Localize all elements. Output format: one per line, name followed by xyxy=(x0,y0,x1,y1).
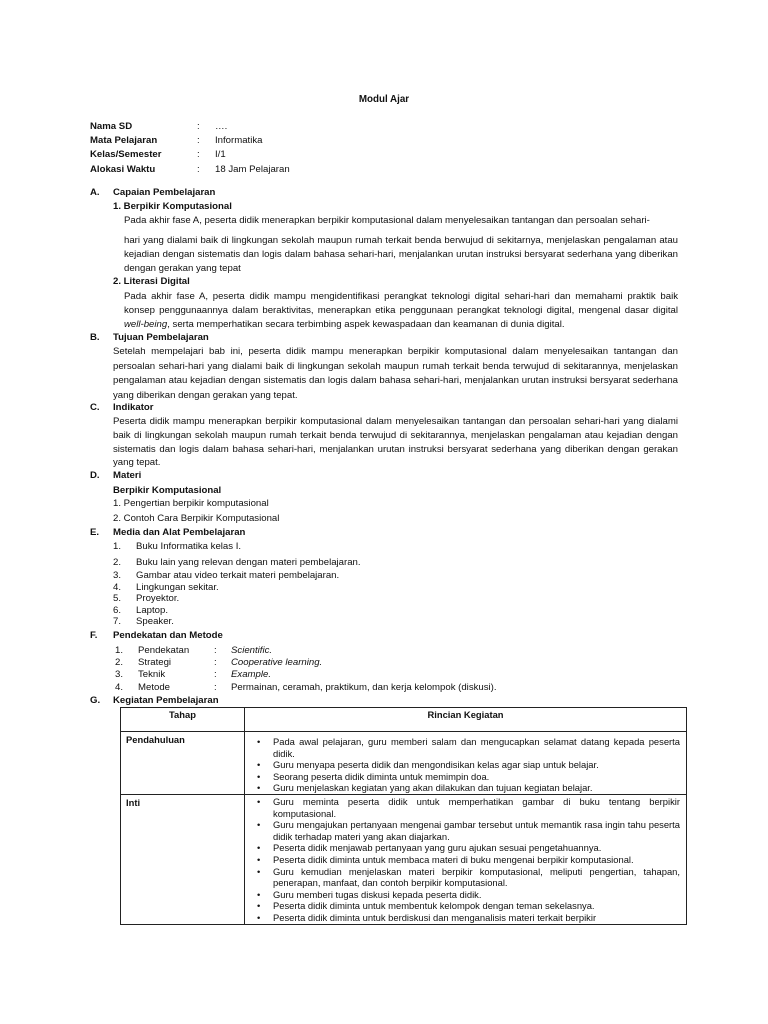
list-text: Buku lain yang relevan dengan materi pembelajaran. xyxy=(136,557,361,568)
subsection-title: 1. Berpikir Komputasional xyxy=(113,201,232,212)
table-header-cell: Tahap xyxy=(121,708,245,732)
activity-text: Guru menyapa peserta didik dan mengondisikan kelas agar siap untuk belajar. xyxy=(273,759,599,771)
section-letter: B. xyxy=(90,332,100,343)
section-title: Media dan Alat Pembelajaran xyxy=(113,527,246,538)
bullet-icon: • xyxy=(257,770,261,782)
method-label: Teknik xyxy=(138,669,166,680)
table-row xyxy=(121,732,687,795)
list-text: Buku Informatika kelas I. xyxy=(136,541,242,552)
list-number: 4. xyxy=(113,582,122,593)
method-colon: : xyxy=(214,657,217,668)
activity-text: Guru meminta peserta didik untuk memperhatikan gambar di buku tentang berpikir komputasional. xyxy=(273,795,680,819)
list-number: 1. xyxy=(115,645,124,656)
identity-value: I/1 xyxy=(215,149,226,161)
list-number: 3. xyxy=(115,669,124,680)
activity-text: Guru menjelaskan kegiatan yang akan dilakukan dan tujuan kegiatan belajar. xyxy=(273,782,593,794)
phase-cell: Inti xyxy=(121,794,245,924)
activity-text: Guru kemudian menjelaskan materi berpikir komputasional, meliputi pengertian, tahapan, penerapan, manfaat, dan contoh berpikir komputasional. xyxy=(273,865,680,889)
table-header-cell: Rincian Kegiatan xyxy=(245,708,687,732)
list-text: Laptop. xyxy=(136,605,169,616)
list-number: 2. xyxy=(115,657,124,668)
identity-colon: : xyxy=(197,149,200,161)
table-header-row xyxy=(121,708,687,732)
identity-colon: : xyxy=(197,121,200,132)
paragraph: Setelah mempelajari bab ini, peserta didik mampu menerapkan berpikir komputasional dalam menyelesaikan tantangan dan persoalan sehari-hari yang dialami baik di lingkungan sekolah maupun rumah terkait benda terwujud di sekitarannya, menjelaskan pengalaman atau kejadian dengan sistematis dan logis dalam bahasa sehari-hari, menjalankan urutan instruksi bersyarat sederhana yang diberikan dengan gerakan yang tepat. xyxy=(113,346,678,401)
method-value: Example. xyxy=(231,669,271,680)
section-title: Tujuan Pembelajaran xyxy=(113,332,209,343)
section-letter: C. xyxy=(90,402,100,413)
paragraph-text: Pada akhir fase A, peserta didik mampu mengidentifikasi perangkat teknologi digital sehari-hari dan memahami praktik baik konsep penggunaannya dalam beraktivitas, menerapkan etika penggunaan perangkat teknologi digital, mengenal dasar digital xyxy=(124,291,678,316)
list-item xyxy=(249,912,680,924)
bullet-icon: • xyxy=(257,782,261,794)
method-colon: : xyxy=(214,669,217,680)
activity-text: Peserta didik menjawab pertanyaan yang guru ajukan sesuai pengetahuannya. xyxy=(273,842,602,854)
activity-text: Guru memberi tugas diskusi kepada peserta didik. xyxy=(273,888,482,900)
phase-cell: Pendahuluan xyxy=(121,732,245,795)
method-value: Permainan, ceramah, praktikum, dan kerja kelompok (diskusi). xyxy=(231,682,497,693)
identity-label: Kelas/Semester xyxy=(90,149,162,161)
method-colon: : xyxy=(214,645,217,656)
section-letter: D. xyxy=(90,470,100,481)
bullet-icon: • xyxy=(257,853,261,865)
list-number: 3. xyxy=(113,570,122,581)
table-row xyxy=(121,794,687,924)
bullet-icon: • xyxy=(257,759,261,771)
activity-cell xyxy=(245,732,687,795)
method-label: Metode xyxy=(138,682,170,693)
materi-subtitle: Berpikir Komputasional xyxy=(113,485,222,496)
list-item xyxy=(249,842,680,854)
identity-colon: : xyxy=(197,163,200,175)
list-item xyxy=(249,900,680,912)
activity-cell xyxy=(245,794,687,924)
list-item xyxy=(249,759,680,771)
bullet-icon: • xyxy=(257,795,261,807)
activity-list xyxy=(245,732,686,794)
section-title: Kegiatan Pembelajaran xyxy=(113,695,219,706)
list-item xyxy=(249,736,680,759)
identity-value: Informatika xyxy=(215,135,263,147)
subsection-title: 2. Literasi Digital xyxy=(113,276,190,287)
paragraph: hari yang dialami baik di lingkungan sekolah maupun rumah terkait benda berwujud di sekitarnya, menjelaskan pengalaman atau kejadian dengan sistematis dan logis dalam bahasa sehari-hari, menjalankan urutan instruksi bersyarat sederhana yang diberikan dengan gerakan yang tepat xyxy=(124,235,678,274)
list-item xyxy=(249,866,680,889)
list-item xyxy=(249,796,680,819)
list-number: 6. xyxy=(113,605,122,616)
section-letter: G. xyxy=(90,695,101,706)
list-number: 4. xyxy=(115,682,124,693)
activity-text: Pada awal pelajaran, guru memberi salam dan mengucapkan selamat datang kepada peserta didik. xyxy=(273,736,680,759)
bullet-icon: • xyxy=(257,819,261,831)
identity-value: …. xyxy=(215,121,228,132)
activity-text: Peserta didik diminta untuk membentuk kelompok dengan teman sekelasnya. xyxy=(273,900,595,912)
identity-label: Alokasi Waktu xyxy=(90,163,156,175)
activity-text: Peserta didik diminta untuk membaca materi di buku mengenai berpikir komputasional. xyxy=(273,853,634,865)
list-number: 5. xyxy=(113,593,122,604)
bullet-icon: • xyxy=(257,865,261,877)
bullet-icon: • xyxy=(257,842,261,854)
paragraph-text: , serta memperhatikan secara terbimbing aspek kewaspadaan dan keamanan di dunia digital. xyxy=(167,318,565,330)
identity-label: Nama SD xyxy=(90,121,133,132)
identity-value: 18 Jam Pelajaran xyxy=(215,163,290,175)
list-item xyxy=(249,771,680,783)
identity-label: Mata Pelajaran xyxy=(90,135,158,147)
list-text: Proyektor. xyxy=(136,593,180,604)
paragraph: Peserta didik mampu menerapkan berpikir komputasional dalam menyelesaikan tantangan dan persoalan sehari-hari yang dialami baik di lingkungan sekolah maupun rumah terkait benda terwujud di sekitarannya, menjelaskan pengalaman atau kejadian dengan sistematis dan logis dalam bahasa sehari-hari, menjalankan urutan instruksi bersyarat sederhana yang diberikan dengan gerakan yang tepat. xyxy=(113,416,678,469)
activity-table xyxy=(120,707,687,925)
method-label: Strategi xyxy=(138,657,172,668)
list-number: 7. xyxy=(113,616,122,627)
bullet-icon: • xyxy=(257,900,261,912)
section-title: Indikator xyxy=(113,402,154,413)
paragraph-first-line: Pada akhir fase A, peserta didik menerapkan berpikir komputasional dalam menyelesaikan tantangan dan persoalan sehari- xyxy=(124,215,650,226)
section-letter: E. xyxy=(90,527,100,538)
activity-text: Seorang peserta didik diminta untuk memimpin doa. xyxy=(273,770,490,782)
method-colon: : xyxy=(214,682,217,693)
activity-list xyxy=(245,795,686,924)
section-title: Capaian Pembelajaran xyxy=(113,187,216,198)
bullet-icon: • xyxy=(257,888,261,900)
section-letter: A. xyxy=(90,187,100,198)
bullet-icon: • xyxy=(257,736,261,747)
identity-colon: : xyxy=(197,135,200,147)
paragraph xyxy=(124,290,678,331)
list-item: 1. Pengertian berpikir komputasional xyxy=(113,498,269,509)
section-title: Pendekatan dan Metode xyxy=(113,630,223,641)
list-item xyxy=(249,782,680,794)
method-label: Pendekatan xyxy=(138,645,190,656)
list-number: 1. xyxy=(113,541,122,552)
list-item: 2. Contoh Cara Berpikir Komputasional xyxy=(113,513,280,524)
list-item xyxy=(249,819,680,842)
paragraph-italic: well-being xyxy=(124,318,168,330)
bullet-icon: • xyxy=(257,911,261,923)
method-value: Cooperative learning. xyxy=(231,657,323,668)
document-title: Modul Ajar xyxy=(358,94,410,105)
list-item xyxy=(249,889,680,901)
list-text: Lingkungan sekitar. xyxy=(136,582,219,593)
list-number: 2. xyxy=(113,557,122,568)
list-text: Speaker. xyxy=(136,616,174,627)
list-text: Gambar atau video terkait materi pembelajaran. xyxy=(136,570,340,581)
method-value: Scientific. xyxy=(231,645,273,656)
section-letter: F. xyxy=(90,630,98,641)
activity-text: Peserta didik diminta untuk berdiskusi dan menganalisis materi terkait berpikir xyxy=(273,911,597,923)
list-item xyxy=(249,854,680,866)
activity-text: Guru mengajukan pertanyaan mengenai gambar tersebut untuk memantik rasa ingin tahu peserta didik terhadap materi yang akan diajarkan. xyxy=(273,819,680,842)
section-title: Materi xyxy=(113,470,142,481)
